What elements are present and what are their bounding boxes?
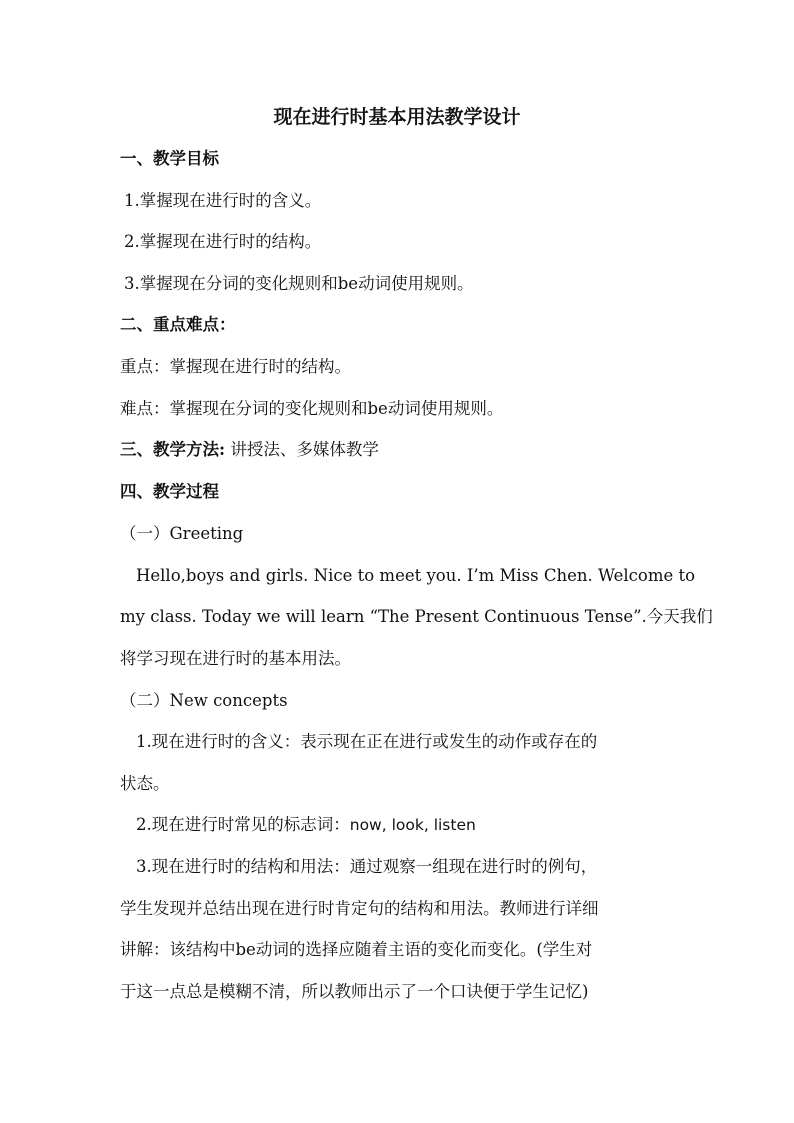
concept-1-line-1: 1.现在进行时的含义：表示现在正在进行或发生的动作或存在的 xyxy=(136,732,598,751)
document-title: 现在进行时基本用法教学设计 xyxy=(273,106,521,128)
greeting-paragraph-line-3: 将学习现在进行时的基本用法。 xyxy=(120,649,351,668)
objective-item-3: 3.掌握现在分词的变化规则和be动词使用规则。 xyxy=(124,274,474,293)
objective-item-2: 2.掌握现在进行时的结构。 xyxy=(124,232,322,251)
objective-item-1: 1.掌握现在进行时的含义。 xyxy=(124,191,322,210)
teaching-methods-text: 讲授法、多媒体教学 xyxy=(225,440,379,459)
concept-1-line-2: 状态。 xyxy=(120,774,170,793)
subheading-new-concepts: （二）New concepts xyxy=(120,691,288,710)
section-heading-methods: 三、教学方法: xyxy=(120,440,226,459)
concept-3-line-1: 3.现在进行时的结构和用法：通过观察一组现在进行时的例句， xyxy=(136,857,598,876)
concept-2-label: 2.现在进行时常见的标志词： xyxy=(136,815,350,834)
concept-2-line xyxy=(136,814,696,836)
greeting-paragraph-line-2: my class. Today we will learn “The Present Continuous Tense”.今天我们 xyxy=(120,607,713,626)
teaching-methods-row xyxy=(120,439,680,461)
concept-3-line-4: 于这一点总是模糊不清，所以教师出示了一个口诀便于学生记忆) xyxy=(120,982,589,1001)
section-heading-objectives: 一、教学目标 xyxy=(120,149,219,168)
key-point-text: 重点：掌握现在进行时的结构。 xyxy=(120,357,351,376)
concept-2-signal-words: now, look, listen xyxy=(349,816,476,834)
subheading-greeting: （一）Greeting xyxy=(120,524,244,543)
section-heading-key-points: 二、重点难点： xyxy=(120,315,236,334)
difficult-point-text: 难点：掌握现在分词的变化规则和be动词使用规则。 xyxy=(120,399,504,418)
concept-3-line-2: 学生发现并总结出现在进行时肯定句的结构和用法。教师进行详细 xyxy=(120,899,599,918)
concept-3-line-3: 讲解：该结构中be动词的选择应随着主语的变化而变化。(学生对 xyxy=(120,940,593,959)
section-heading-process: 四、教学过程 xyxy=(120,482,219,501)
greeting-paragraph-line-1: Hello,boys and girls. Nice to meet you. I’m Miss Chen. Welcome to xyxy=(136,566,696,585)
